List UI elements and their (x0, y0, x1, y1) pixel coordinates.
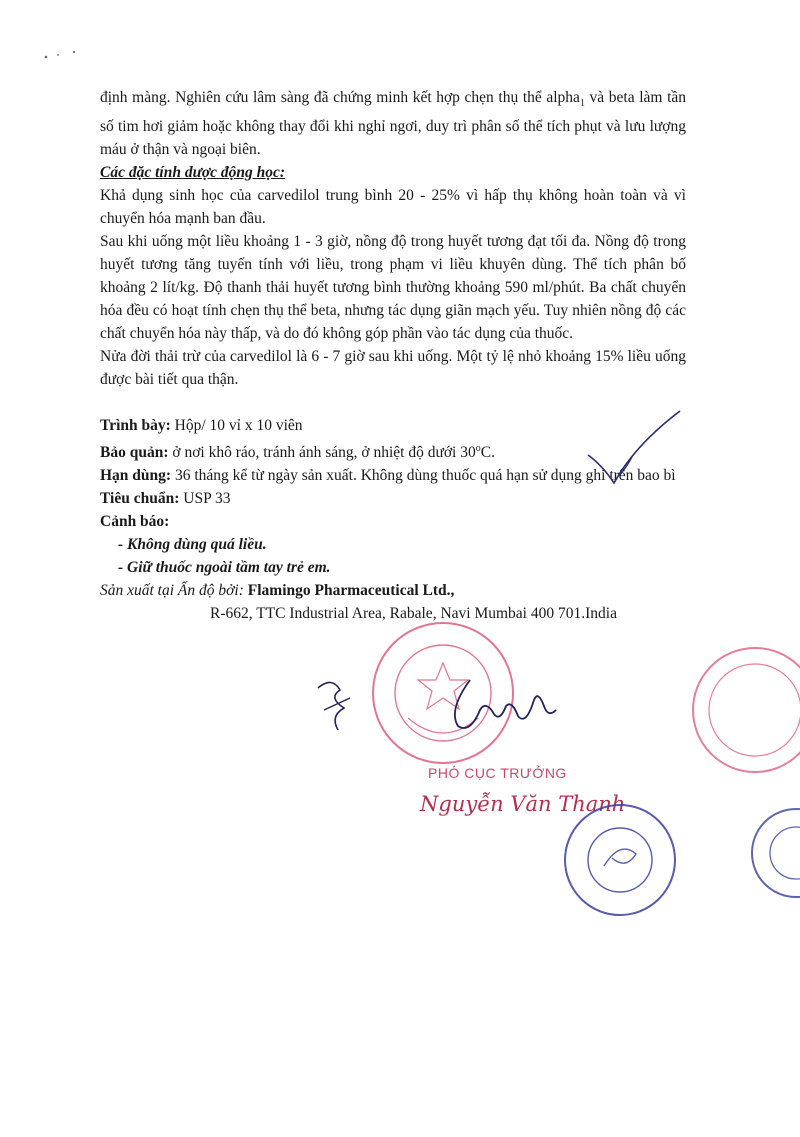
storage-line: Bảo quản: ở nơi khô ráo, tránh ánh sáng, ở nhiệt độ dưới 30$^o$C. (100, 443, 495, 462)
partial-stamp (680, 640, 800, 780)
pharmacokinetics-heading: Các đặc tính dược động học: (100, 164, 286, 182)
signature-scribble (440, 670, 560, 740)
pharmacology-paragraph: định màng. Nghiên cứu lâm sàng đã chứng minh kết hợp chẹn thụ thể alpha$_1$ và beta làm tần số tim hơi giảm hoặc không thay đổi khi nghỉ ngơi, duy trì phân số thể tích phụt và lưu lượng máu ở thận và ngoại biên. (100, 89, 686, 159)
concentration-paragraph: Sau khi uống một liều khoảng 1 - 3 giờ, nồng độ trong huyết tương đạt tối đa. Nồng độ trong huyết tương tăng tuyến tính với liều, trong phạm vi liều khuyên dùng. Thể tích phân bố khoảng 2 lít/kg. Độ thanh thải huyết tương bình thường khoảng 590 ml/phút. Ba chất chuyển hóa đều có hoạt tính chẹn thụ thể beta, nhưng tác dụng giãn mạch yếu. Tuy nhiên nồng độ các chất chuyển hóa này thấp, và do đó không góp phần vào tác dụng của thuốc. (100, 233, 686, 343)
warnings-heading: Cảnh báo: (100, 513, 170, 531)
standard-line: Tiêu chuẩn: USP 33 (100, 490, 231, 508)
warning-item: - Giữ thuốc ngoài tầm tay trẻ em. (118, 559, 331, 577)
signer-title: PHÓ CỤC TRƯỞNG (428, 765, 567, 781)
bioavailability-paragraph: Khả dụng sinh học của carvedilol trung bình 20 - 25% vì hấp thụ không hoàn toàn và vì chuyển hóa mạnh ban đầu. (100, 187, 686, 228)
manufacturer-address: R-662, TTC Industrial Area, Rabale, Navi Mumbai 400 701.India (210, 605, 617, 623)
signer-name: Nguyễn Văn Thanh (420, 792, 626, 816)
initial-mark (310, 668, 360, 738)
half-life-paragraph: Nửa đời thải trừ của carvedilol là 6 - 7 giờ sau khi uống. Một tỷ lệ nhỏ khoảng 15% liều uống được bài tiết qua thận. (100, 348, 686, 389)
scan-specks (40, 45, 90, 65)
document-body (100, 86, 686, 625)
manufacturer-line: Sản xuất tại Ấn độ bởi: Flamingo Pharmaceutical Ltd., (100, 582, 455, 600)
packaging-line: Trình bày: Hộp/ 10 vỉ x 10 viên (100, 417, 303, 435)
check-mark (580, 405, 690, 505)
shelf-life-line: Hạn dùng: 36 tháng kể từ ngày sản xuất. Không dùng thuốc quá hạn sử dụng ghi trên bao bì (100, 467, 676, 485)
partial-company-seal (736, 805, 800, 905)
company-seal (560, 800, 680, 920)
warning-item: - Không dùng quá liều. (118, 536, 267, 554)
